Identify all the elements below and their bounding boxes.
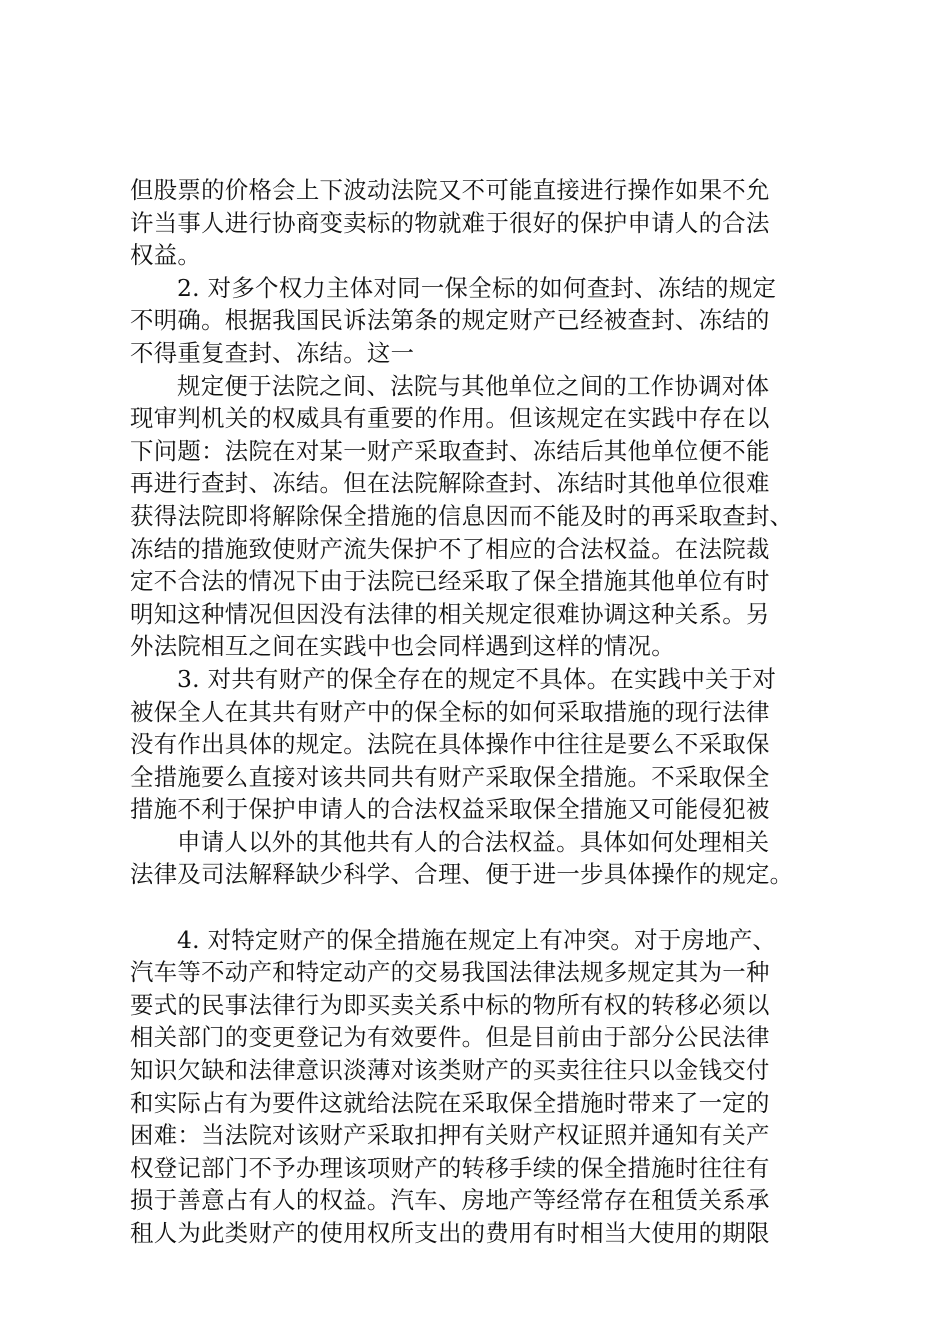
text-line: 获得法院即将解除保全措施的信息因而不能及时的再采取查封、 — [130, 501, 794, 530]
text-line: 困难：当法院对该财产采取扣押有关财产权证照并通知有关产 — [130, 1121, 770, 1150]
text-line: 权登记部门不予办理该项财产的转移手续的保全措施时往往有 — [130, 1153, 770, 1182]
text-line: 冻结的措施致使财产流失保护不了相应的合法权益。在法院裁 — [130, 534, 770, 563]
text-line: 和实际占有为要件这就给法院在采取保全措施时带来了一定的 — [130, 1088, 770, 1117]
text-line: 要式的民事法律行为即买卖关系中标的物所有权的转移必须以 — [130, 990, 770, 1019]
text-line: 3. 对共有财产的保全存在的规定不具体。在实践中关于对 — [177, 664, 777, 693]
text-line: 定不合法的情况下由于法院已经采取了保全措施其他单位有时 — [130, 567, 770, 596]
text-line: 知识欠缺和法律意识淡薄对该类财产的买卖往往只以金钱交付 — [130, 1056, 770, 1085]
text-line: 没有作出具体的规定。法院在具体操作中往往是要么不采取保 — [130, 730, 770, 759]
text-line: 下问题：法院在对某一财产采取查封、冻结后其他单位便不能 — [130, 436, 770, 465]
text-line: 损于善意占有人的权益。汽车、房地产等经常存在租赁关系承 — [130, 1186, 770, 1215]
text-line: 许当事人进行协商变卖标的物就难于很好的保护申请人的合法 — [130, 208, 770, 237]
text-line: 权益。 — [130, 241, 202, 270]
text-line: 现审判机关的权威具有重要的作用。但该规定在实践中存在以 — [130, 404, 770, 433]
body-text — [130, 174, 840, 1250]
text-line: 汽车等不动产和特定动产的交易我国法律法规多规定其为一种 — [130, 958, 770, 987]
text-line: 明知这种情况但因没有法律的相关规定很难协调这种关系。另 — [130, 599, 770, 628]
text-line: 租人为此类财产的使用权所支出的费用有时相当大使用的期限 — [130, 1219, 770, 1247]
text-line: 4. 对特定财产的保全措施在规定上有冲突。对于房地产、 — [177, 925, 777, 954]
text-line: 规定便于法院之间、法院与其他单位之间的工作协调对体 — [177, 371, 770, 400]
text-line: 被保全人在其共有财产中的保全标的如何采取措施的现行法律 — [130, 697, 770, 726]
text-line: 但股票的价格会上下波动法院又不可能直接进行操作如果不允 — [130, 176, 770, 204]
text-line: 申请人以外的其他共有人的合法权益。具体如何处理相关 — [177, 827, 770, 856]
text-line: 不明确。根据我国民诉法第条的规定财产已经被查封、冻结的 — [130, 306, 770, 335]
text-line: 2. 对多个权力主体对同一保全标的如何查封、冻结的规定 — [177, 273, 777, 302]
text-line: 再进行查封、冻结。但在法院解除查封、冻结时其他单位很难 — [130, 469, 770, 498]
text-line: 全措施要么直接对该共同共有财产采取保全措施。不采取保全 — [130, 762, 770, 791]
text-line: 法律及司法解释缺少科学、合理、便于进一步具体操作的规定。 — [130, 860, 794, 889]
text-line: 不得重复查封、冻结。这一 — [130, 338, 415, 367]
text-line: 外法院相互之间在实践中也会同样遇到这样的情况。 — [130, 632, 675, 661]
text-line: 相关部门的变更登记为有效要件。但是目前由于部分公民法律 — [130, 1023, 770, 1052]
blank-line — [130, 891, 840, 924]
text-line: 措施不利于保护申请人的合法权益采取保全措施又可能侵犯被 — [130, 795, 770, 824]
